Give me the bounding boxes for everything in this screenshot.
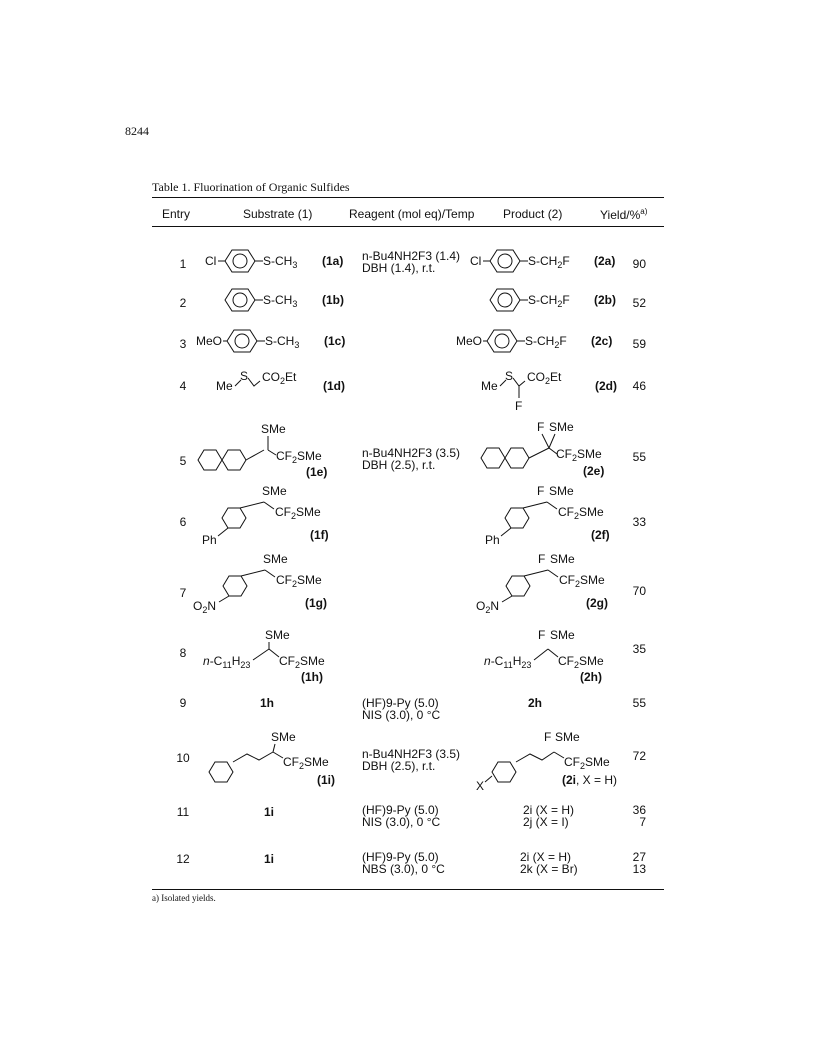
- svg-text:Me: Me: [481, 379, 498, 393]
- svg-text:(1d): (1d): [323, 379, 345, 393]
- header-entry: Entry: [162, 207, 191, 221]
- yield-9: 55: [632, 696, 646, 710]
- svg-text:F: F: [538, 552, 546, 566]
- yield-12-line2: 13: [632, 862, 646, 876]
- reagent-12-line1: (HF)9-Py (5.0): [362, 850, 439, 864]
- yield-8: 35: [632, 642, 646, 656]
- reagent-9-line1: (HF)9-Py (5.0): [362, 696, 439, 710]
- svg-text:(2e): (2e): [583, 464, 605, 478]
- substrate-11: 1i: [264, 805, 275, 819]
- product-2i-structure: [476, 730, 636, 792]
- svg-text:(1b): (1b): [322, 293, 344, 307]
- svg-text:Ph: Ph: [202, 533, 217, 547]
- entry-5: 5: [179, 454, 187, 468]
- substrate-1d-structure: [216, 368, 356, 398]
- svg-text:(1f): (1f): [310, 528, 329, 542]
- product-2e-structure: [479, 420, 629, 482]
- yield-11-line2: 7: [639, 815, 646, 829]
- svg-text:F: F: [537, 420, 545, 434]
- svg-text:S-CH2F: $S-CH_2F$: [528, 293, 570, 309]
- table-caption: Table 1. Fluorination of Organic Sulfides: [152, 180, 350, 194]
- substrate-1e-structure: [196, 422, 356, 484]
- entry-3: 3: [179, 337, 187, 351]
- reagent-5-line1: n-Bu4NH2F3 (3.5): [362, 446, 461, 460]
- svg-text:CO2Et: $CO_2Et$: [262, 370, 297, 386]
- header-product: Product (2): [503, 207, 563, 221]
- product-2g-structure: [476, 552, 636, 616]
- svg-text:n-C11H23: $n-C_{11}H_{23}$: [203, 654, 251, 670]
- product-2h-structure: [484, 627, 634, 685]
- reagent-9-line2: NIS (3.0), 0 °C: [362, 708, 441, 722]
- product-9: 2h: [528, 696, 543, 710]
- entry-1: 1: [179, 257, 187, 271]
- svg-text:n-C11H23: $n-C_{11}H_{23}$: [484, 654, 532, 670]
- product-11-line2: 2j (X = I): [523, 815, 569, 829]
- reagent-1-line1: n-Bu4NH2F3 (1.4): [362, 249, 461, 263]
- substrate-1h-structure: [203, 627, 353, 685]
- svg-text:(2d): (2d): [595, 379, 617, 393]
- svg-text:SMe: SMe: [550, 628, 575, 642]
- entry-10: 10: [176, 751, 190, 765]
- svg-text:S-CH3: $S-CH_3$: [265, 334, 300, 350]
- svg-text:SMe: SMe: [271, 730, 296, 744]
- svg-text:CF2SMe: $CF_2SMe$: [558, 654, 604, 670]
- svg-text:CF2SMe: $CF_2SMe$: [275, 505, 321, 521]
- yield-4: 46: [632, 379, 646, 393]
- svg-text:MeO: MeO: [456, 334, 483, 348]
- entry-12: 12: [176, 852, 190, 866]
- product-2a-structure: [470, 246, 620, 276]
- table-top-rule: [152, 197, 664, 198]
- substrate-1b-structure: [225, 285, 355, 315]
- yield-3: 59: [632, 337, 646, 351]
- page-number: 8244: [125, 124, 149, 138]
- svg-text:X: X: [476, 779, 485, 793]
- substrate-1c-structure: [196, 326, 356, 356]
- svg-text:CF2SMe: $CF_2SMe$: [556, 447, 602, 463]
- yield-12-line1: 27: [632, 850, 646, 864]
- svg-text:(1a): (1a): [322, 254, 344, 268]
- substrate-1a-structure: [205, 246, 355, 276]
- substrate-1i-structure: [205, 730, 355, 790]
- yield-11-line1: 36: [632, 803, 646, 817]
- svg-text:MeO: MeO: [196, 334, 223, 348]
- header-yield: Yield/%$^{a)}$: [600, 207, 648, 222]
- product-2c-structure: [456, 326, 621, 356]
- svg-text:(2f): (2f): [591, 528, 610, 542]
- entry-8: 8: [179, 646, 187, 660]
- svg-text:Me: Me: [216, 379, 233, 393]
- entry-9: 9: [179, 696, 187, 710]
- svg-text:CF2SMe: $CF_2SMe$: [564, 755, 610, 771]
- yield-6: 33: [632, 515, 646, 529]
- substrate-9: 1h: [260, 696, 275, 710]
- svg-text:SMe: SMe: [263, 552, 288, 566]
- product-2f-structure: [485, 484, 635, 548]
- reagent-10-line1: n-Bu4NH2F3 (3.5): [362, 747, 461, 761]
- svg-text:(1e): (1e): [306, 465, 328, 479]
- product-12-line1: 2i (X = H): [520, 850, 572, 864]
- svg-text:S: S: [240, 369, 249, 383]
- substrate-12: 1i: [264, 852, 275, 866]
- table-footnote: a) Isolated yields.: [152, 893, 216, 903]
- svg-text:(2c): (2c): [591, 334, 613, 348]
- svg-text:(2a): (2a): [594, 254, 616, 268]
- svg-text:(1c): (1c): [324, 334, 346, 348]
- svg-text:(2h): (2h): [580, 670, 602, 684]
- svg-text:SMe: SMe: [550, 552, 575, 566]
- header-reagent: Reagent (mol eq)/Temp: [349, 207, 475, 221]
- svg-text:CF2SMe: $CF_2SMe$: [283, 755, 329, 771]
- svg-text:(2b): (2b): [594, 293, 616, 307]
- svg-text:O2N: $O_2N$: [476, 599, 500, 615]
- entry-11: 11: [176, 805, 190, 819]
- svg-text:CF2SMe: $CF_2SMe$: [279, 654, 325, 670]
- svg-text:(1g): (1g): [305, 596, 327, 610]
- reagent-1-line2: DBH (1.4), r.t.: [362, 261, 436, 275]
- svg-text:Cl: Cl: [470, 254, 482, 268]
- table-bottom-rule: [152, 889, 664, 890]
- svg-text:Ph: Ph: [485, 533, 500, 547]
- product-2b-structure: [490, 285, 620, 315]
- svg-text:SMe: SMe: [549, 420, 574, 434]
- yield-1: 90: [632, 257, 646, 271]
- svg-text:(1i): (1i): [317, 773, 335, 787]
- entry-7: 7: [179, 586, 187, 600]
- svg-text:CF2SMe: $CF_2SMe$: [276, 449, 322, 465]
- product-2d-structure: [481, 368, 621, 416]
- svg-text:S-CH2F: $S-CH_2F$: [528, 254, 570, 270]
- svg-text:SMe: SMe: [265, 628, 290, 642]
- svg-text:F: F: [537, 484, 545, 498]
- svg-text:F: F: [515, 399, 523, 413]
- product-11-line1: 2i (X = H): [523, 803, 575, 817]
- entry-4: 4: [179, 379, 187, 393]
- svg-text:S-CH2F: $S-CH_2F$: [525, 334, 567, 350]
- reagent-12-line2: NBS (3.0), 0 °C: [362, 862, 445, 876]
- svg-text:O2N: $O_2N$: [193, 599, 217, 615]
- svg-text:S: S: [505, 369, 514, 383]
- svg-text:CF2SMe: $CF_2SMe$: [559, 573, 605, 589]
- svg-text:(2g): (2g): [586, 596, 608, 610]
- yield-5: 55: [632, 450, 646, 464]
- header-substrate: Substrate (1): [243, 207, 313, 221]
- svg-text:(2i, X = H): (2i, X = H): [562, 773, 618, 787]
- svg-text:CF2SMe: $CF_2SMe$: [558, 505, 604, 521]
- reagent-5-line2: DBH (2.5), r.t.: [362, 458, 436, 472]
- svg-text:SMe: SMe: [262, 484, 287, 498]
- svg-text:F: F: [544, 730, 552, 744]
- svg-text:(1h): (1h): [301, 670, 323, 684]
- table-header-rule: [152, 226, 664, 227]
- yield-2: 52: [632, 296, 646, 310]
- entry-6: 6: [179, 515, 187, 529]
- entry-2: 2: [179, 296, 187, 310]
- svg-text:CF2SMe: $CF_2SMe$: [276, 573, 322, 589]
- svg-text:SMe: SMe: [555, 730, 580, 744]
- substrate-1f-structure: [202, 484, 352, 548]
- reagent-11-line2: NIS (3.0), 0 °C: [362, 815, 441, 829]
- svg-text:F: F: [538, 628, 546, 642]
- svg-text:Cl: Cl: [205, 254, 217, 268]
- yield-10: 72: [632, 749, 646, 763]
- reagent-10-line2: DBH (2.5), r.t.: [362, 759, 436, 773]
- substrate-1g-structure: [193, 552, 353, 616]
- svg-text:S-CH3: $S-CH_3$: [263, 254, 298, 270]
- svg-text:SMe: SMe: [549, 484, 574, 498]
- svg-text:SMe: SMe: [261, 422, 286, 436]
- yield-7: 70: [632, 584, 646, 598]
- product-12-line2: 2k (X = Br): [520, 862, 578, 876]
- reagent-11-line1: (HF)9-Py (5.0): [362, 803, 439, 817]
- svg-text:CO2Et: $CO_2Et$: [527, 370, 562, 386]
- svg-text:S-CH3: $S-CH_3$: [263, 293, 298, 309]
